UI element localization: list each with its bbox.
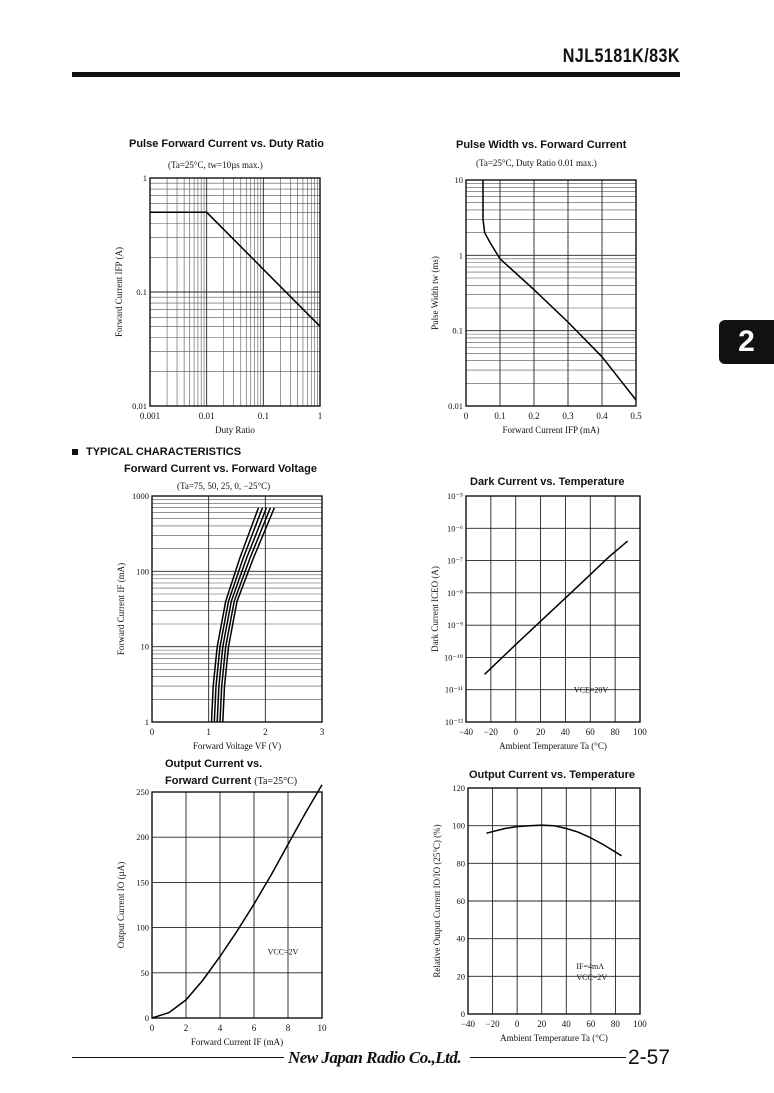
chart3-plot xyxy=(100,488,340,762)
x-tick-label: 2 xyxy=(183,1023,189,1033)
y-tick-label: 40 xyxy=(456,933,465,944)
x-tick-label: 80 xyxy=(610,727,620,737)
y-tick-label: 0.1 xyxy=(452,325,463,336)
plot-frame xyxy=(152,792,322,1018)
x-tick-label: 0 xyxy=(513,727,518,737)
y-axis-label: Relative Output Current IO/IO (25°C) (%) xyxy=(432,824,442,978)
chart6-title: Output Current vs. Temperature xyxy=(469,769,636,781)
y-axis-label: Forward Current IFP (A) xyxy=(114,247,124,337)
section-title: TYPICAL CHARACTERISTICS xyxy=(86,446,242,458)
series-line-0 xyxy=(485,541,628,674)
x-tick-label: 2 xyxy=(263,727,268,737)
x-axis-label: Forward Current IFP (mA) xyxy=(502,425,600,435)
x-tick-label: 0.2 xyxy=(528,411,540,421)
annotation-label: VCC=2V xyxy=(267,947,299,957)
y-tick-label: 250 xyxy=(136,787,149,797)
y-tick-label: 1 xyxy=(144,717,149,727)
y-tick-label: 10 xyxy=(140,641,149,652)
x-tick-label: 0.01 xyxy=(198,411,215,421)
y-tick-label: 10 xyxy=(454,175,463,185)
x-tick-label: 100 xyxy=(633,1019,647,1029)
x-axis-label: Forward Voltage VF (V) xyxy=(192,741,282,751)
chart5-plot xyxy=(100,784,340,1048)
page-number: 2-57 xyxy=(628,1046,671,1069)
y-tick-label: 10⁻⁶ xyxy=(447,523,463,534)
series-line-0 xyxy=(483,180,636,400)
footer-brand: New Japan Radio Co.,Ltd. xyxy=(288,1048,462,1067)
chart5-title: Output Current vs. xyxy=(165,758,263,770)
y-tick-label: 120 xyxy=(452,783,465,793)
y-tick-label: 10⁻⁵ xyxy=(447,491,463,501)
y-tick-label: 0.01 xyxy=(132,401,147,411)
y-tick-label: 0 xyxy=(460,1009,465,1019)
y-tick-label: 10⁻⁸ xyxy=(447,587,463,598)
x-tick-label: 10 xyxy=(317,1023,327,1033)
x-tick-label: 80 xyxy=(610,1019,620,1029)
x-tick-label: 20 xyxy=(537,1019,547,1029)
chart4-plot xyxy=(420,488,660,758)
chart1-condition: (Ta=25°C, tw=10µs max.) xyxy=(168,160,263,170)
y-tick-label: 1 xyxy=(142,173,147,183)
chart2-condition: (Ta=25°C, Duty Ratio 0.01 max.) xyxy=(476,158,597,168)
series-line-0 xyxy=(150,212,320,326)
chart6-plot xyxy=(420,780,660,1048)
y-tick-label: 80 xyxy=(456,858,465,869)
y-tick-label: 150 xyxy=(136,877,149,888)
y-tick-label: 10⁻¹² xyxy=(444,717,463,727)
x-tick-label: 0.3 xyxy=(562,411,574,421)
y-tick-label: 1 xyxy=(458,250,463,261)
x-tick-label: 0.1 xyxy=(494,411,506,421)
x-tick-label: 60 xyxy=(585,727,595,737)
plot-frame xyxy=(152,496,322,722)
x-tick-label: 0.4 xyxy=(596,411,608,421)
y-tick-label: 100 xyxy=(136,566,149,577)
x-tick-label: 3 xyxy=(319,727,325,737)
x-tick-label: 0.1 xyxy=(257,411,269,421)
y-tick-label: 10⁻⁹ xyxy=(447,620,463,631)
series-line-0 xyxy=(486,825,621,856)
annotation-label: IF=4mA xyxy=(576,961,604,971)
footer-rule-right xyxy=(470,1057,626,1058)
series-line-4 xyxy=(223,508,275,722)
bullet-square xyxy=(72,449,78,455)
y-tick-label: 1000 xyxy=(132,491,149,501)
x-axis-label: Duty Ratio xyxy=(215,425,255,435)
plot-frame xyxy=(466,180,636,406)
y-tick-label: 10⁻⁷ xyxy=(447,555,463,566)
chart1-title: Pulse Forward Current vs. Duty Ratio xyxy=(129,138,324,150)
x-axis-label: Ambient Temperature Ta (°C) xyxy=(500,1033,608,1043)
y-tick-label: 100 xyxy=(136,922,149,933)
y-tick-label: 20 xyxy=(456,971,465,982)
y-axis-label: Dark Current ICEO (A) xyxy=(430,566,440,652)
section-tab: 2 xyxy=(719,320,774,364)
header-rule xyxy=(72,72,680,77)
chart1-plot xyxy=(100,170,340,440)
x-tick-label: −20 xyxy=(483,727,498,737)
x-axis-label: Ambient Temperature Ta (°C) xyxy=(499,741,607,751)
x-tick-label: 0 xyxy=(149,1023,155,1033)
chart3-title: Forward Current vs. Forward Voltage xyxy=(124,463,317,475)
x-tick-label: 0 xyxy=(149,727,155,737)
x-tick-label: 0.5 xyxy=(630,411,642,421)
x-tick-label: 8 xyxy=(285,1023,291,1033)
y-axis-label: Pulse Width tw (ms) xyxy=(430,256,440,330)
x-tick-label: −40 xyxy=(458,727,474,737)
x-tick-label: 100 xyxy=(633,727,647,737)
x-tick-label: 40 xyxy=(561,1019,571,1029)
part-number: NJL5181K/83K xyxy=(562,46,680,67)
y-tick-label: 50 xyxy=(140,967,149,978)
y-tick-label: 10⁻¹⁰ xyxy=(444,652,463,663)
x-tick-label: −20 xyxy=(485,1019,500,1029)
y-axis-label: Forward Current IF (mA) xyxy=(116,562,126,656)
y-tick-label: 0.1 xyxy=(136,287,147,297)
x-tick-label: 0 xyxy=(463,411,469,421)
x-tick-label: 0.001 xyxy=(139,411,161,421)
chart2-plot xyxy=(420,170,660,442)
x-tick-label: 40 xyxy=(560,727,570,737)
chart3-condition: (Ta=75, 50, 25, 0, −25°C) xyxy=(177,481,271,491)
annotation-label: VCE=20V xyxy=(573,685,609,695)
series-line-3 xyxy=(220,508,270,722)
y-tick-label: 100 xyxy=(452,820,465,831)
chart2-title: Pulse Width vs. Forward Current xyxy=(456,139,627,151)
y-axis-label: Output Current IO (µA) xyxy=(116,861,126,949)
x-tick-label: 4 xyxy=(217,1023,223,1033)
x-tick-label: 0 xyxy=(514,1019,520,1029)
y-tick-label: 10⁻¹¹ xyxy=(444,684,463,695)
chart5-title2: Forward Current xyxy=(165,775,252,787)
annotation-label: VCC=2V xyxy=(576,972,608,982)
x-tick-label: 6 xyxy=(251,1023,257,1033)
chart4-title: Dark Current vs. Temperature xyxy=(470,476,625,488)
x-tick-label: 1 xyxy=(206,727,211,737)
footer-rule-left xyxy=(72,1057,284,1058)
y-tick-label: 0.01 xyxy=(448,401,463,411)
chart5-condition: (Ta=25°C) xyxy=(254,776,298,787)
y-tick-label: 0 xyxy=(144,1013,149,1023)
x-tick-label: 20 xyxy=(536,727,546,737)
section-heading xyxy=(72,446,241,458)
x-axis-label: Forward Current IF (mA) xyxy=(190,1037,284,1047)
x-tick-label: 60 xyxy=(586,1019,596,1029)
y-tick-label: 60 xyxy=(456,896,465,906)
x-tick-label: 1 xyxy=(317,411,323,421)
y-tick-label: 200 xyxy=(136,832,149,843)
x-tick-label: −40 xyxy=(460,1019,476,1029)
series-line-0 xyxy=(152,785,322,1018)
